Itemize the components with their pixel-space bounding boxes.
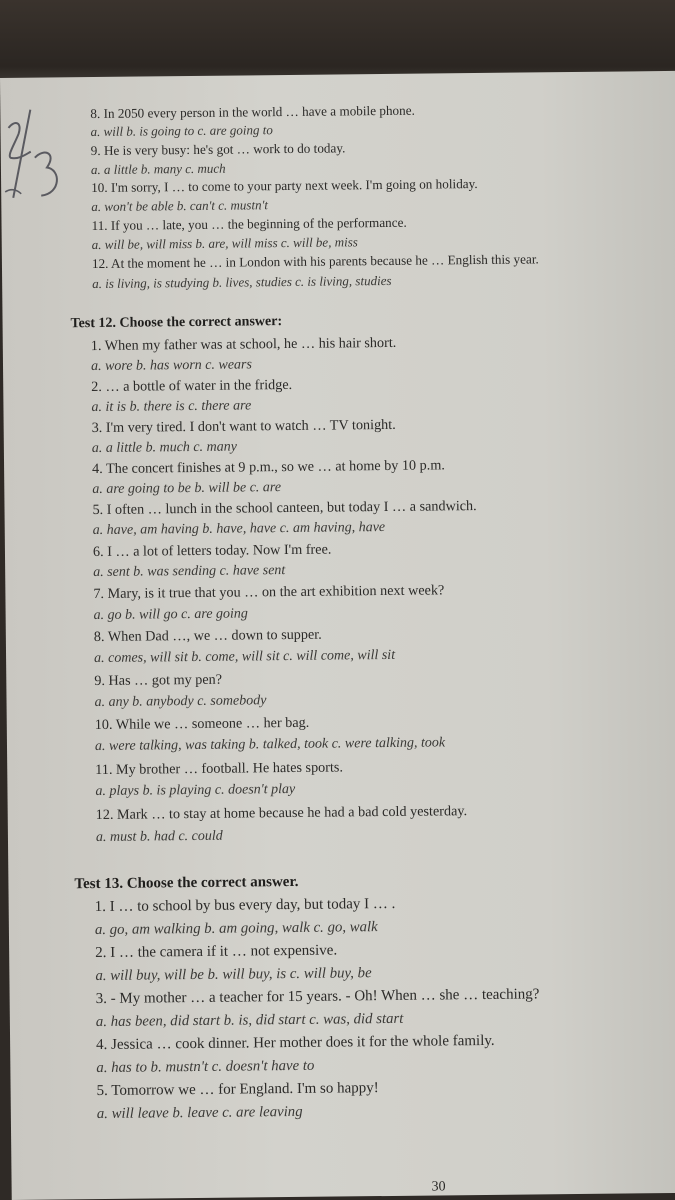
question-3: 3. - My mother … a teacher for 15 years. - Oh! When … she … teaching?: [95, 986, 540, 1008]
question-7: 7. Mary, is it true that you … on the art exhibition next week?: [93, 582, 445, 603]
question-8: 8. When Dad …, we … down to supper.: [93, 626, 322, 646]
question-11: 11. If you … late, you … the beginning of the performance.: [91, 214, 407, 234]
question-9: 9. Has … got my pen?: [94, 671, 223, 690]
answer-options-8: a. will b. is going to c. are going to: [90, 122, 273, 140]
question-4: 4. Jessica … cook dinner. Her mother does it for the whole family.: [96, 1032, 495, 1054]
answer-options-9: a. a little b. many c. much: [90, 160, 226, 178]
question-9: 9. He is very busy: he's got … work to do today.: [90, 140, 346, 159]
question-8: 8. In 2050 every person in the world … have a mobile phone.: [90, 102, 415, 122]
question-11: 11. My brother … football. He hates sports.: [95, 759, 344, 779]
question-10: 10. While we … someone … her bag.: [94, 714, 310, 734]
question-10: 10. I'm sorry, I … to come to your party next week. I'm going on holiday.: [91, 176, 478, 196]
answer-options-6: a. sent b. was sending c. have sent: [93, 563, 286, 581]
answer-options-11: a. plays b. is playing c. doesn't play: [95, 781, 296, 800]
question-5: 5. Tomorrow we … for England. I'm so happy!: [96, 1080, 379, 1100]
answer-options-11: a. will be, will miss b. are, will miss c. will be, miss: [91, 234, 358, 253]
answer-options-3: a. a little b. much c. many: [91, 439, 237, 457]
answer-options-10: a. were talking, was taking b. talked, took c. were talking, took: [94, 735, 446, 755]
answer-options-2: a. will buy, will be b. will buy, is c. will buy, be: [95, 965, 372, 985]
question-3: 3. I'm very tired. I don't want to watch … TV tonight.: [91, 416, 396, 437]
answer-options-8: a. comes, will sit b. come, will sit c. will come, will sit: [94, 647, 396, 667]
question-2: 2. … a bottle of water in the fridge.: [91, 376, 293, 396]
answer-options-4: a. has to b. mustn't c. doesn't have to: [96, 1057, 315, 1077]
answer-options-1: a. go, am walking b. am going, walk c. go, walk: [94, 919, 378, 939]
question-4: 4. The concert finishes at 9 p.m., so we … at home by 10 p.m.: [92, 457, 445, 478]
answer-options-5: a. will leave b. leave c. are leaving: [96, 1103, 303, 1123]
question-1: 1. When my father was at school, he … his hair short.: [90, 334, 397, 355]
page-number: 30: [431, 1179, 446, 1195]
test-12-heading: Test 12. Choose the correct answer:: [70, 314, 283, 332]
answer-options-10: a. won't be able b. can't c. mustn't: [91, 197, 269, 215]
answer-options-12: a. must b. had c. could: [95, 828, 223, 846]
question-6: 6. I … a lot of letters today. Now I'm free.: [92, 541, 332, 561]
question-12: 12. Mark … to stay at home because he had a bad cold yesterday.: [95, 803, 468, 824]
answer-options-5: a. have, am having b. have, have c. am having, have: [92, 519, 386, 539]
question-12: 12. At the moment he … in London with his parents because he … English this year.: [91, 251, 539, 272]
page-text: [0, 71, 675, 1200]
answer-options-7: a. go b. will go c. are going: [93, 606, 248, 624]
book-page: [0, 71, 675, 1200]
answer-options-1: a. wore b. has worn c. wears: [90, 357, 252, 375]
answer-options-12: a. is living, is studying b. lives, studies c. is living, studies: [92, 272, 392, 292]
answer-options-3: a. has been, did start b. is, did start c. was, did start: [95, 1010, 404, 1031]
question-5: 5. I often … lunch in the school canteen, but today I … a sandwich.: [92, 498, 477, 519]
test-13-heading: Test 13. Choose the correct answer.: [74, 873, 299, 893]
question-2: 2. I … the camera if it … not expensive.: [95, 942, 338, 962]
answer-options-4: a. are going to be b. will be c. are: [92, 480, 282, 498]
answer-options-9: a. any b. anybody c. somebody: [94, 693, 267, 711]
answer-options-2: a. it is b. there is c. there are: [91, 398, 252, 416]
question-1: 1. I … to school by bus every day, but today I … .: [94, 895, 396, 916]
